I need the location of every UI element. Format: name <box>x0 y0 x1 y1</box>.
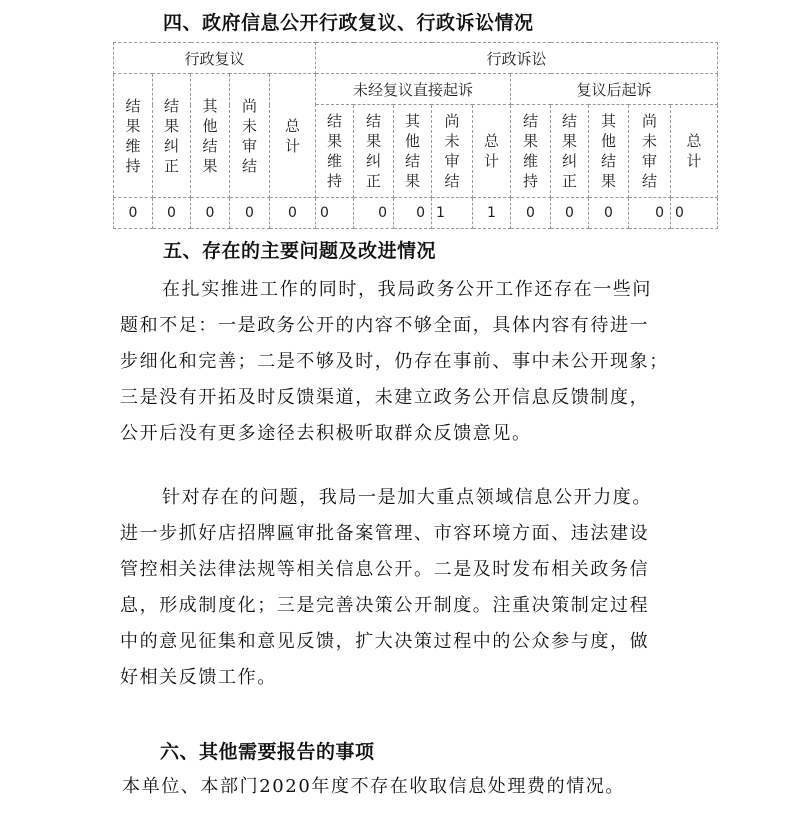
direct-col-upheld: 结果维持 <box>316 105 354 198</box>
review-col-pending: 尚未审结 <box>230 74 270 198</box>
section-6-heading: 六、其他需要报告的事项 <box>160 741 375 763</box>
table-row <box>114 198 718 229</box>
table-cell: 0 <box>589 198 629 229</box>
fee-statement: 本单位、本部门2020年度不存在收取信息处理费的情况。 <box>122 776 626 797</box>
review-col-upheld: 结果维持 <box>114 74 153 198</box>
direct-col-pending: 尚未审结 <box>432 105 473 198</box>
paragraph-line: 息，形成制度化；三是完善决策公开制度。注重决策制定过程 <box>120 595 650 616</box>
review-col-corrected: 结果纠正 <box>153 74 191 198</box>
after-col-corrected: 结果纠正 <box>551 105 589 198</box>
table-cell: 0 <box>316 198 354 229</box>
review-col-total: 总计 <box>270 74 316 198</box>
table-cell: 0 <box>511 198 551 229</box>
direct-suit-header: 未经复议直接起诉 <box>316 74 511 105</box>
after-col-upheld: 结果维持 <box>511 105 551 198</box>
table-cell: 0 <box>394 198 432 229</box>
after-col-total: 总计 <box>671 105 718 198</box>
paragraph-line: 在扎实推进工作的同时，我局政务公开工作还存在一些问 <box>162 279 652 300</box>
admin-review-header: 行政复议 <box>114 43 316 74</box>
section-4-heading: 四、政府信息公开行政复议、行政诉讼情况 <box>163 12 534 34</box>
after-review-header: 复议后起诉 <box>511 74 718 105</box>
table-cell: 0 <box>191 198 230 229</box>
paragraph-line: 针对存在的问题，我局一是加大重点领域信息公开力度。 <box>162 487 652 508</box>
table-cell: 0 <box>671 198 718 229</box>
review-col-other: 其他结果 <box>191 74 230 198</box>
table-cell: 0 <box>270 198 316 229</box>
paragraph-line: 好相关反馈工作。 <box>120 667 277 688</box>
paragraph-line: 三是没有开拓及时反馈渠道，未建立政务公开信息反馈制度， <box>120 387 650 408</box>
direct-col-total: 总计 <box>473 105 511 198</box>
paragraph-line: 步细化和完善；二是不够及时，仍存在事前、事中未公开现象； <box>120 351 669 372</box>
problems-paragraph <box>120 272 680 452</box>
table-cell: 0 <box>114 198 153 229</box>
table-cell: 0 <box>551 198 589 229</box>
admin-litigation-header: 行政诉讼 <box>316 43 718 74</box>
table-cell: 0 <box>629 198 671 229</box>
table-cell: 1 <box>473 198 511 229</box>
after-col-pending: 尚未审结 <box>629 105 671 198</box>
direct-col-other: 其他结果 <box>394 105 432 198</box>
improvements-paragraph <box>120 480 680 696</box>
table-cell: 0 <box>230 198 270 229</box>
paragraph-line: 题和不足：一是政务公开的内容不够全面，具体内容有待进一 <box>120 315 650 336</box>
paragraph-line: 进一步抓好店招牌匾审批备案管理、市容环境方面、违法建设 <box>120 523 650 544</box>
table-cell: 1 <box>432 198 473 229</box>
table-cell: 0 <box>153 198 191 229</box>
after-col-other: 其他结果 <box>589 105 629 198</box>
table-cell: 0 <box>354 198 394 229</box>
review-litigation-table <box>113 42 718 229</box>
paragraph-line: 管控相关法律法规等相关信息公开。二是及时发布相关政务信 <box>120 559 650 580</box>
paragraph-line: 公开后没有更多途径去积极听取群众反馈意见。 <box>120 423 532 444</box>
direct-col-corrected: 结果纠正 <box>354 105 394 198</box>
paragraph-line: 中的意见征集和意见反馈，扩大决策过程中的公众参与度，做 <box>120 631 650 652</box>
section-5-heading: 五、存在的主要问题及改进情况 <box>163 240 437 262</box>
